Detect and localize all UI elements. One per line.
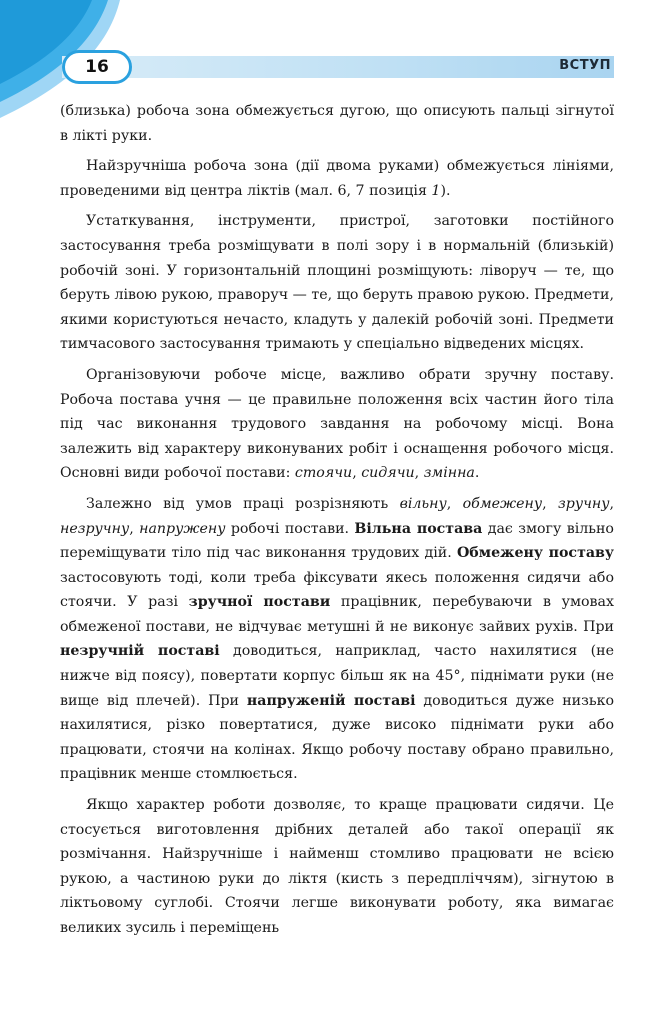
italic-term: стоячи	[294, 465, 353, 482]
bold-term: Обмежену поставу	[456, 545, 614, 562]
text-span: доводиться дуже низько нахилятися, різко повертатися, дуже високо піднімати руки або працювати, стоячи на колінах. Якщо робочу поставу обрано правильно, працівник менше стомлюється.	[60, 692, 614, 783]
text-span: доводиться, наприклад, часто нахилятися (не нижче від поясу), повертати корпус більш як на 45°, піднімати руки (не вище від плечей). При	[60, 643, 614, 709]
text-span: ,	[129, 520, 140, 537]
italic-term: незручну	[60, 520, 130, 537]
italic-term: змінна	[423, 465, 475, 482]
text-span: Організовуючи робоче місце, важливо обрати зручну поставу. Робоча постава учня — це правильне положення всіх частин його тіла під час виконання трудового завдання на робочому місці. Вона залежить від характеру виконуваних робіт і оснащення робочого місця. Основні види робочої постави:	[60, 366, 614, 482]
text-span: Найзручніша робоча зона (дії двома руками) обмежується лініями, проведеними від центра ліктів (мал. 6, 7 позиція	[60, 158, 614, 199]
text-span: дає змогу вільно переміщувати тіло під час виконання трудових дій.	[60, 520, 614, 562]
paragraph	[60, 154, 614, 203]
paragraph	[60, 793, 614, 941]
text-span: Устаткування, інструменти, пристрої, заготовки постійного застосування треба розміщувати в полі зору і в нормальній (близькій) робочій зоні. У горизонтальній площині розміщують: ліворуч — те, що беруть лівою рукою, праворуч — те, що беруть правою рукою. Предмети, якими користуються нечасто, кладуть у далекій робочій зоні. Предмети тимчасового застосування тримають у спеціально відведених місцях.	[60, 213, 614, 353]
text-span: ).	[440, 182, 451, 199]
text-span: робочі постави.	[225, 520, 355, 537]
text-span: (близька) робоча зона обмежується дугою, що описують пальці зігнутої в лікті руки.	[60, 103, 614, 144]
bold-term: зручної постави	[188, 594, 331, 611]
text-span: ,	[542, 495, 559, 512]
text-span: застосовують тоді, коли треба фіксувати якесь положення сидячи або стоячи. У разі	[60, 569, 614, 611]
body-text	[60, 99, 614, 947]
italic-term: обмежену	[462, 495, 543, 512]
text-span: працівник, перебуваючи в умовах обмеженої постави, не відчуває метушні й не виконує зайвих рухів. При	[60, 594, 615, 635]
italic-term: сидячи	[361, 465, 415, 482]
paragraph	[60, 99, 614, 148]
italic-term: напружену	[139, 520, 226, 537]
italic-term: зручну	[558, 495, 610, 512]
text-span: ,	[352, 465, 362, 482]
text-span: ,	[446, 495, 463, 512]
bold-term: напруженій поставі	[246, 692, 416, 709]
text-span: Залежно від умов праці розрізняють	[86, 495, 400, 512]
section-title: ВСТУП	[559, 58, 611, 73]
page-number: 16	[62, 50, 132, 84]
bold-term: незручній поставі	[60, 643, 220, 660]
paragraph	[60, 492, 614, 787]
paragraph	[60, 363, 614, 486]
paragraph	[60, 209, 614, 357]
bold-term: Вільна постава	[354, 520, 483, 537]
italic-term: вільну	[399, 495, 447, 512]
text-span: ,	[609, 495, 614, 512]
text-span: Якщо характер роботи дозволяє, то краще працювати сидячи. Це стосується виготовлення дрібних деталей або такої операції як розмічання. Найзручніше і найменш стомливо працювати не всією рукою, а частиною руки до ліктя (кисть з передпліччям), зігнутою в ліктьовому суглобі. Стоячи легше виконувати роботу, яка вимагає великих зусиль і переміщень	[60, 797, 614, 936]
italic-term: 1	[431, 182, 441, 199]
header-bar	[62, 56, 614, 78]
text-span: ,	[414, 465, 424, 482]
text-span: .	[474, 465, 480, 482]
